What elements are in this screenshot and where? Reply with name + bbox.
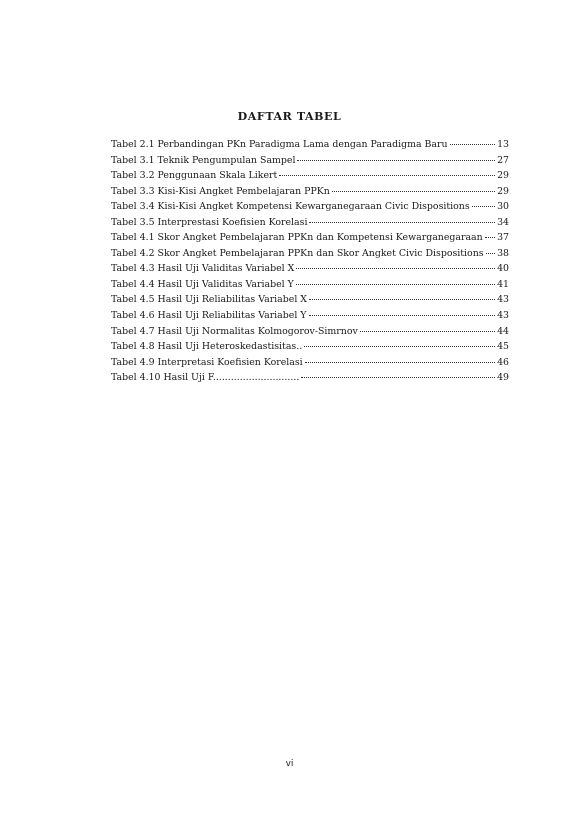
dot-leader (279, 175, 495, 176)
toc-entry-page: 46 (497, 356, 509, 368)
toc-entry[interactable] (111, 277, 509, 293)
toc-entry-page: 40 (497, 263, 509, 275)
toc-entry-page: 37 (497, 232, 509, 244)
toc-entry[interactable] (111, 199, 509, 215)
toc-entry-label: Tabel 4.4 Hasil Uji Validitas Variabel Y (111, 278, 294, 290)
toc-entry-label: Tabel 3.2 Penggunaan Skala Likert (111, 170, 278, 182)
toc-entry[interactable] (111, 308, 509, 324)
toc-entry-page: 43 (497, 310, 509, 322)
toc-entry-page: 34 (497, 216, 509, 228)
toc-entry[interactable] (111, 261, 509, 277)
toc-entry[interactable] (111, 230, 509, 246)
toc-entry[interactable] (111, 339, 509, 355)
toc-entry[interactable] (111, 246, 509, 262)
toc-entry-label: Tabel 4.3 Hasil Uji Validitas Variabel X (111, 263, 295, 275)
dot-leader (360, 331, 495, 332)
dot-leader (332, 191, 495, 192)
page-number: vi (285, 759, 294, 769)
dot-leader (486, 253, 496, 254)
dot-leader (472, 206, 495, 207)
toc-entry[interactable] (111, 324, 509, 340)
page-title: DAFTAR TABEL (237, 110, 342, 123)
toc-entry-label: Tabel 3.3 Kisi-Kisi Angket Pembelajaran PPKn (111, 185, 330, 197)
toc-entry[interactable] (111, 215, 509, 231)
dot-leader (450, 144, 496, 145)
toc-entry-page: 27 (497, 154, 509, 166)
dot-leader (309, 315, 496, 316)
toc-entry-page: 43 (497, 294, 509, 306)
toc-entry[interactable] (111, 184, 509, 200)
dot-leader (301, 377, 495, 378)
toc-entry[interactable] (111, 153, 509, 169)
toc-entry[interactable] (111, 137, 509, 153)
toc-entry-label: Tabel 4.5 Hasil Uji Reliabilitas Variabel X (111, 294, 307, 306)
toc-entry-label: Tabel 2.1 Perbandingan PKn Paradigma Lama dengan Paradigma Baru (111, 139, 448, 150)
dot-leader (305, 362, 495, 363)
toc-entry-label: Tabel 3.1 Teknik Pengumpulan Sampel (111, 154, 296, 166)
toc-entry-page: 29 (497, 185, 509, 197)
toc-entry-page: 30 (497, 201, 509, 213)
toc-entry-label: Tabel 4.2 Skor Angket Pembelajaran PPKn dan Skor Angket Civic Dispositions (111, 247, 484, 259)
toc-entry[interactable] (111, 292, 509, 308)
toc-entry-page: 29 (497, 170, 509, 182)
toc-entry-label: Tabel 4.6 Hasil Uji Reliabilitas Variabel Y (111, 310, 307, 322)
dot-leader (309, 222, 495, 223)
dot-leader (297, 160, 495, 161)
toc-entry-label: Tabel 4.10 Hasil Uji F............................. (111, 372, 300, 384)
dot-leader (304, 346, 495, 347)
toc-entry-page: 49 (497, 372, 509, 384)
toc-entry[interactable] (111, 355, 509, 371)
toc-entry-page: 45 (497, 341, 509, 353)
toc-entry-label: Tabel 3.4 Kisi-Kisi Angket Kompetensi Kewarganegaraan Civic Dispositions (111, 201, 470, 213)
toc-entry-label: Tabel 3.5 Interprestasi Koefisien Korelasi (111, 216, 308, 228)
toc-entry[interactable] (111, 370, 509, 386)
dot-leader (296, 284, 495, 285)
toc-entry-label: Tabel 4.1 Skor Angket Pembelajaran PPKn dan Kompetensi Kewarganegaraan (111, 232, 483, 244)
dot-leader (296, 268, 495, 269)
toc-entry-page: 38 (497, 247, 509, 259)
dot-leader (309, 299, 495, 300)
toc-entry-page: 41 (497, 278, 509, 290)
toc-entry-label: Tabel 4.8 Hasil Uji Heteroskedastisitas.. (111, 341, 303, 353)
toc-entry-label: Tabel 4.7 Hasil Uji Normalitas Kolmogorov-Simrnov (111, 325, 358, 337)
toc-entry-label: Tabel 4.9 Interpretasi Koefisien Korelasi (111, 356, 303, 368)
toc-entry-page: 44 (497, 325, 509, 337)
table-of-tables (111, 137, 509, 386)
dot-leader (485, 237, 495, 238)
toc-entry[interactable] (111, 168, 509, 184)
toc-entry-page: 13 (497, 139, 509, 150)
